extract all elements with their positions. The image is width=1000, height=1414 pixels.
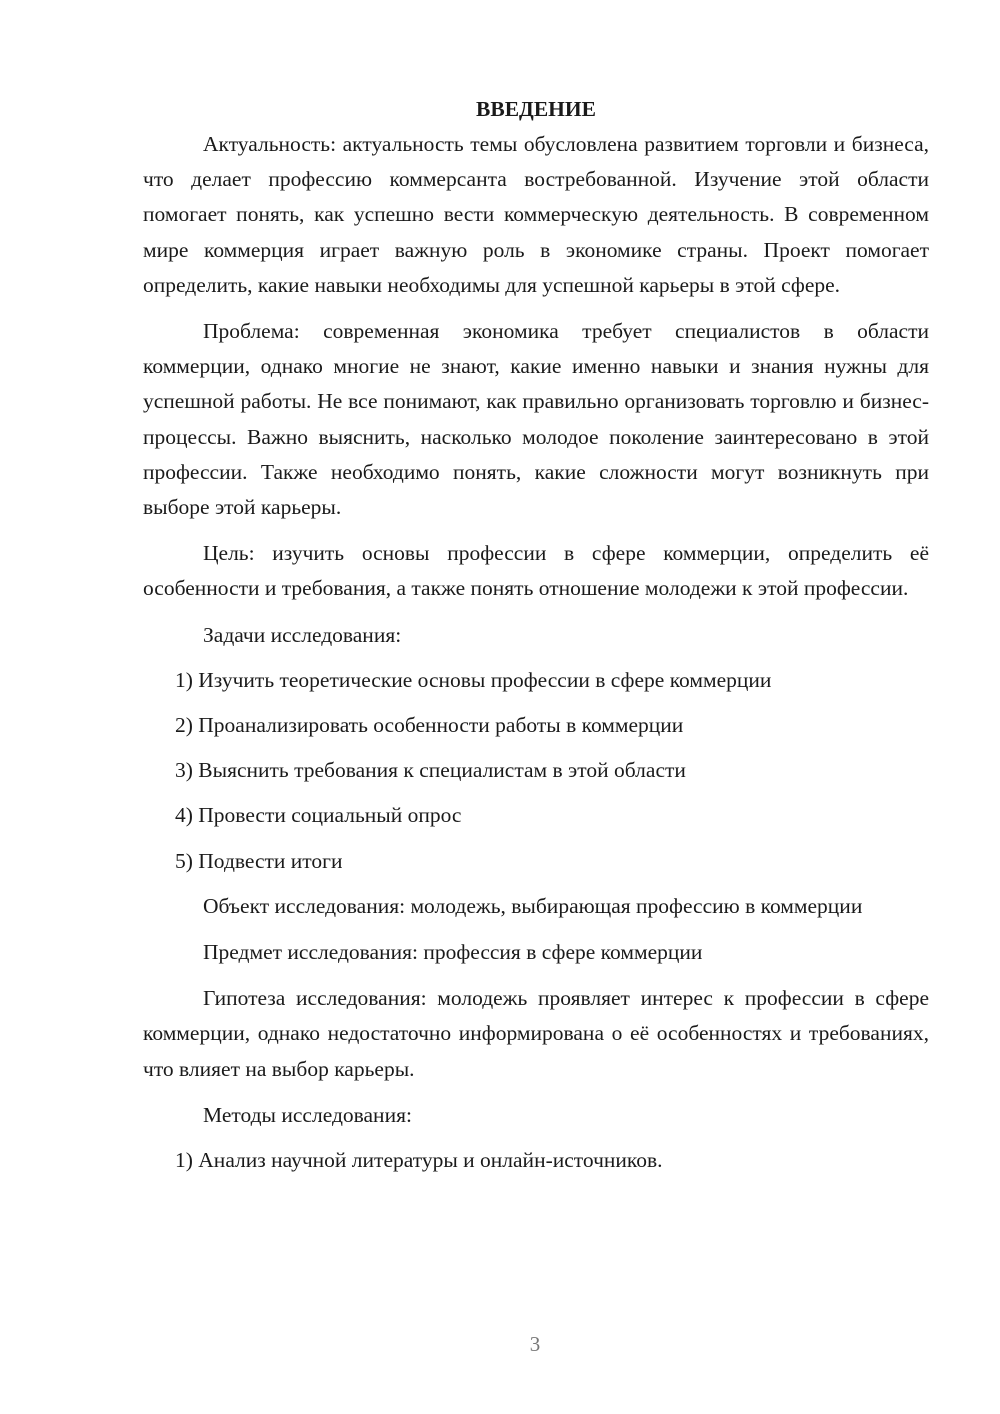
list-item: 5) Подвести итоги: [175, 848, 343, 873]
tasks-list: [143, 663, 929, 879]
list-item: 4) Провести социальный опрос: [175, 803, 462, 828]
methods-list: [143, 1143, 929, 1178]
hypothesis-paragraph: Гипотеза исследования: молодежь проявляет интерес к профессии в сфере коммерции, однако недостаточно информирована о её особенностях и требованиях, что влияет на выбор карьеры.: [143, 986, 929, 1081]
relevance-paragraph: Актуальность: актуальность темы обусловлена развитием торговли и бизнеса, что делает профессию коммерсанта востребованной. Изучение этой области помогает понять, как успешно вести коммерческую деятельность. В современном мире коммерция играет важную роль в экономике страны. Проект помогает определить, какие навыки необходимы для успешной карьеры в этой сфере.: [143, 132, 929, 297]
goal-paragraph: Цель: изучить основы профессии в сфере коммерции, определить её особенности и требования, а также понять отношение молодежи к этой профессии.: [143, 541, 929, 601]
tasks-label: Задачи исследования:: [203, 622, 402, 647]
methods-label: Методы исследования:: [203, 1102, 412, 1127]
problem-paragraph: Проблема: современная экономика требует специалистов в области коммерции, однако многие не знают, какие именно навыки и знания нужны для успешной работы. Не все понимают, как правильно организовать торговлю и бизнес-процессы. Важно выяснить, насколько молодое поколение заинтересовано в этой профессии. Также необходимо понять, какие сложности могут возникнуть при выборе этой карьеры.: [143, 319, 929, 520]
page-number: 3: [529, 1332, 541, 1356]
list-item: 3) Выяснить требования к специалистам в этой области: [175, 758, 686, 783]
list-item: 1) Изучить теоретические основы профессии в сфере коммерции: [175, 667, 772, 692]
section-title: ВВЕДЕНИЕ: [476, 97, 596, 121]
object-paragraph: Объект исследования: молодежь, выбирающая профессию в коммерции: [203, 893, 863, 918]
document-body: [143, 92, 929, 1188]
list-item: 1) Анализ научной литературы и онлайн-источников.: [175, 1148, 663, 1173]
list-item: 2) Проанализировать особенности работы в коммерции: [175, 713, 684, 738]
subject-paragraph: Предмет исследования: профессия в сфере коммерции: [203, 940, 703, 965]
